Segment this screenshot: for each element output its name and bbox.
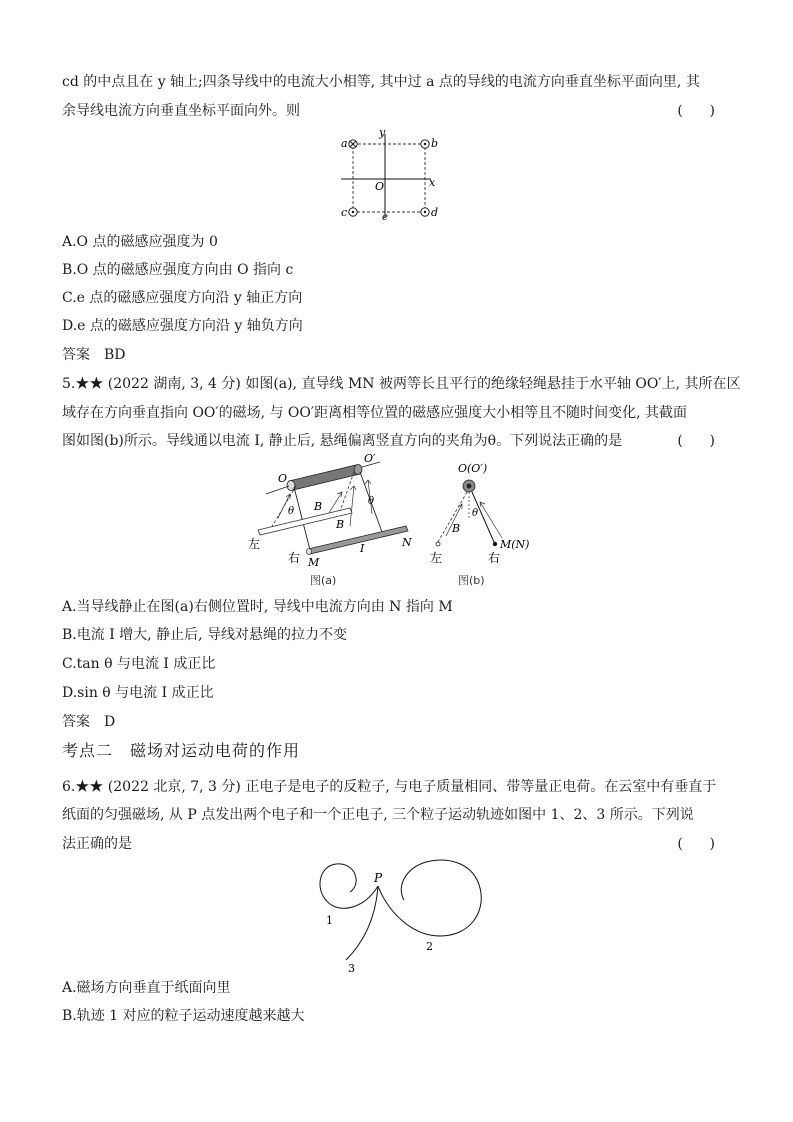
q6-trajectory-figure bbox=[310, 856, 490, 974]
section-heading: 考点二 磁场对运动电荷的作用 bbox=[62, 741, 301, 760]
q4-answer-bracket: ( ) bbox=[677, 103, 715, 119]
q4-stem-line-2: 余导线电流方向垂直坐标平面向外。则 bbox=[62, 103, 300, 119]
label-x-axis: x bbox=[429, 176, 436, 189]
q5-figure-a bbox=[244, 452, 434, 570]
label-origin: O bbox=[375, 180, 385, 193]
label-P: P bbox=[374, 871, 383, 885]
label-y-axis: y bbox=[379, 128, 386, 139]
q6-option-a: A.磁场方向垂直于纸面向里 bbox=[62, 980, 231, 996]
q5-figure-a-caption: 图(a) bbox=[310, 574, 337, 587]
label-trajectory-3: 3 bbox=[348, 962, 355, 974]
q5-answer-bracket: ( ) bbox=[677, 433, 715, 449]
label-theta-b: θ bbox=[472, 508, 479, 519]
label-N: N bbox=[402, 536, 412, 549]
label-left: 左 bbox=[248, 537, 261, 551]
q6-stem-line-3: 法正确的是 bbox=[62, 836, 132, 852]
trajectory-2 bbox=[378, 860, 481, 936]
wire-left-dot bbox=[436, 542, 440, 546]
trajectory-1 bbox=[320, 864, 378, 908]
label-B-a: B bbox=[314, 500, 323, 513]
label-O: O bbox=[278, 472, 288, 485]
trajectory-3 bbox=[346, 886, 378, 960]
label-I: I bbox=[360, 542, 365, 555]
q4-option-a: A.O 点的磁感应强度为 0 bbox=[62, 234, 218, 250]
q6-stem-line-2: 纸面的匀强磁场, 从 P 点发出两个电子和一个正电子, 三个粒子运动轨迹如图中 1、2、3 所示。下列说 bbox=[62, 807, 694, 823]
label-a: a bbox=[341, 137, 348, 150]
label-d: d bbox=[431, 206, 439, 219]
q5-option-b: B.电流 I 增大, 静止后, 导线对悬绳的拉力不变 bbox=[62, 627, 347, 643]
label-O-prime: O′ bbox=[364, 452, 376, 465]
wire-mn-right-position bbox=[307, 526, 409, 555]
q5-stem-line-3: 图如图(b)所示。导线通以电流 I, 静止后, 悬绳偏离竖直方向的夹角为θ。下列说法正确的是 bbox=[62, 433, 623, 449]
label-M: M bbox=[308, 556, 320, 569]
q5-option-d: D.sin θ 与电流 I 成正比 bbox=[62, 685, 214, 701]
q5-option-c: C.tan θ 与电流 I 成正比 bbox=[62, 656, 216, 672]
wire-mn-dot bbox=[493, 542, 497, 546]
q4-option-b: B.O 点的磁感应强度方向由 O 指向 c bbox=[62, 262, 294, 278]
label-B-a2: B bbox=[336, 518, 345, 531]
q6-stem-line-1: 6.★★ (2022 北京, 7, 3 分) 正电子是电子的反粒子, 与电子质量相同、带等量正电荷。在云室中有垂直于 bbox=[62, 779, 717, 795]
label-theta-a: θ bbox=[288, 506, 295, 517]
label-c: c bbox=[341, 206, 348, 219]
label-right: 右 bbox=[288, 551, 301, 565]
wire-c-out-of-page-icon bbox=[349, 208, 357, 216]
q4-stem-line-1: cd 的中点且在 y 轴上;四条导线中的电流大小相等, 其中过 a 点的导线的电流方向垂直坐标平面向里, 其 bbox=[62, 74, 700, 90]
dashed-square bbox=[353, 144, 425, 212]
q4-option-c: C.e 点的磁感应强度方向沿 y 轴正方向 bbox=[62, 290, 303, 306]
q5-stem-line-1: 5.★★ (2022 湖南, 3, 4 分) 如图(a), 直导线 MN 被两等长且平行的绝缘轻绳悬挂于水平轴 OO′上, 其所在区 bbox=[62, 376, 741, 392]
q5-stem-line-2: 域存在方向垂直指向 OO′的磁场, 与 OO′距离相等位置的磁感应强度大小相等且不随时间变化, 其截面 bbox=[62, 405, 687, 421]
q5-figure-b bbox=[424, 460, 540, 568]
q6-answer-bracket: ( ) bbox=[677, 836, 715, 852]
label-theta-a2: θ bbox=[368, 496, 375, 507]
wire-a-into-page-icon bbox=[349, 140, 357, 148]
wire-d-out-of-page-icon bbox=[421, 208, 429, 216]
q5-figure-b-caption: 图(b) bbox=[458, 574, 485, 587]
q4-answer: 答案 BD bbox=[62, 347, 126, 363]
wire-b-out-of-page-icon bbox=[421, 140, 429, 148]
q6-option-b: B.轨迹 1 对应的粒子运动速度越来越大 bbox=[62, 1008, 305, 1024]
label-right-b: 右 bbox=[488, 551, 501, 565]
label-b: b bbox=[431, 137, 439, 150]
q5-option-a: A.当导线静止在图(a)右侧位置时, 导线中电流方向由 N 指向 M bbox=[62, 599, 453, 615]
label-B-b: B bbox=[452, 522, 461, 535]
label-trajectory-2: 2 bbox=[426, 940, 433, 953]
q4-option-d: D.e 点的磁感应强度方向沿 y 轴负方向 bbox=[62, 318, 303, 334]
label-left-b: 左 bbox=[430, 551, 443, 565]
q4-coordinate-figure bbox=[335, 128, 445, 224]
label-OOb: O(O′) bbox=[458, 462, 488, 475]
label-MN: M(N) bbox=[500, 538, 530, 551]
label-e: e bbox=[382, 212, 388, 223]
label-trajectory-1: 1 bbox=[326, 914, 333, 927]
q5-answer: 答案 D bbox=[62, 714, 116, 730]
